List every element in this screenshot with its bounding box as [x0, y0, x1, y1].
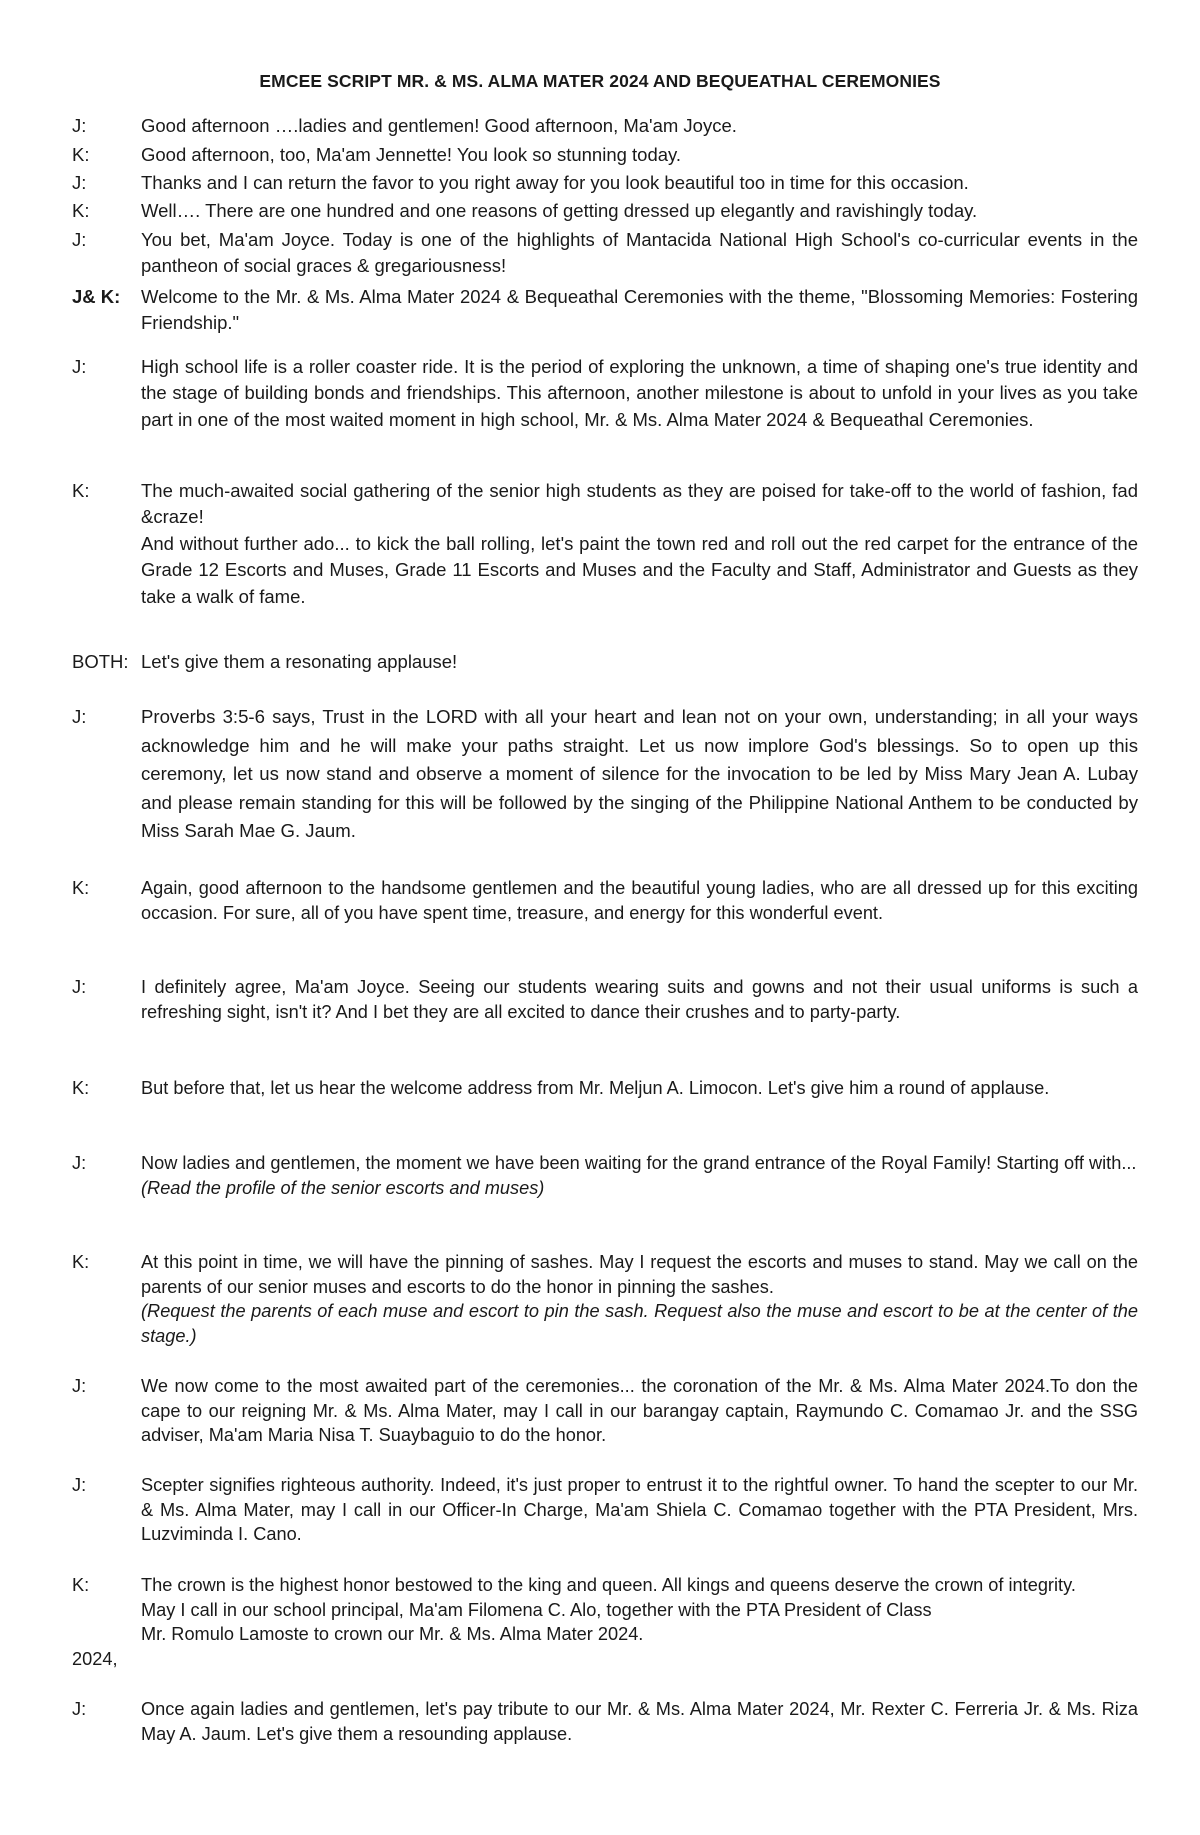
script-line: [72, 703, 1138, 846]
line-paragraph: At this point in time, we will have the pinning of sashes. May I request the escorts and muses to stand. May we call on the parents of our senior muses and escorts to do the honor in pinning the sashes.: [141, 1252, 1138, 1297]
script-line: [72, 170, 1138, 196]
line-text: High school life is a roller coaster ride. It is the period of exploring the unknown, a time of shaping one's true identity and the stage of building bonds and friendships. This afternoon, another milestone is about to unfold in your lives as you take part in one of the most waited moment in high school, Mr. & Ms. Alma Mater 2024 & Bequeathal Ceremonies.: [141, 356, 1138, 430]
speaker-label: J:: [72, 1376, 87, 1396]
line-paragraph: The much-awaited social gathering of the senior high students as they are poised for take-off to the world of fashion, fad &craze!: [141, 480, 1138, 528]
script-line: [72, 113, 1138, 139]
stage-direction: (Request the parents of each muse and escort to pin the sash. Request also the muse and escort to be at the center of the stage.): [141, 1301, 1138, 1346]
speaker-label: J& K:: [72, 286, 121, 307]
line-text: Good afternoon, too, Ma'am Jennette! You look so stunning today.: [141, 144, 682, 165]
speaker-label: J:: [72, 229, 87, 250]
script-line: [72, 1151, 1138, 1200]
speaker-label: J:: [72, 172, 87, 193]
speaker-label: J:: [72, 356, 87, 377]
speaker-label: K:: [72, 878, 90, 898]
speaker-label: J:: [72, 1699, 87, 1719]
script-line: [72, 1473, 1138, 1547]
speaker-label: K:: [72, 144, 90, 165]
line-text: Again, good afternoon to the handsome gentlemen and the beautiful young ladies, who are all dressed up for this exciting occasion. For sure, all of you have spent time, treasure, and energy for this wonderful event.: [141, 878, 1138, 923]
speaker-label: K:: [72, 1252, 90, 1272]
stage-direction: (Read the profile of the senior escorts and muses): [141, 1177, 545, 1198]
line-paragraph: Mr. Romulo Lamoste to crown our Mr. & Ms. Alma Mater 2024.: [141, 1624, 644, 1645]
speaker-label: BOTH:: [72, 651, 129, 672]
script-line: [72, 1697, 1138, 1746]
speaker-label: J:: [72, 1153, 87, 1173]
speaker-label: J:: [72, 1475, 87, 1495]
line-text: [141, 1250, 1138, 1348]
script-line: [72, 649, 1138, 675]
speaker-label: K:: [72, 1078, 90, 1098]
speaker-label: J:: [72, 977, 87, 997]
speaker-label: J:: [72, 115, 87, 136]
script-line: [72, 1076, 1138, 1101]
script-line: [72, 1374, 1138, 1448]
speaker-label: K:: [72, 1575, 90, 1595]
line-text: Proverbs 3:5-6 says, Trust in the LORD with all your heart and lean not on your own, understanding; in all your ways acknowledge him and he will make your paths straight. Let us now implore God's blessings. So to open up this ceremony, let us now stand and observe a moment of silence for the invocation to be led by Miss Mary Jean A. Lubay and please remain standing for this will be followed by the singing of the Philippine National Anthem to be conducted by Miss Sarah Mae G. Jaum.: [141, 706, 1138, 842]
line-paragraph: May I call in our school principal, Ma'am Filomena C. Alo, together with the PTA President of Class: [141, 1599, 932, 1620]
line-text: Well…. There are one hundred and one reasons of getting dressed up elegantly and ravishingly today.: [141, 200, 978, 221]
line-text: We now come to the most awaited part of the ceremonies... the coronation of the Mr. & Ms. Alma Mater 2024.To don the cape to our reigning Mr. & Ms. Alma Mater, may I call in our barangay captain, Raymundo C. Comamao Jr. and the SSG adviser, Ma'am Maria Nisa T. Suaybaguio to do the honor.: [141, 1376, 1138, 1446]
line-text: [141, 1151, 1138, 1200]
line-text: You bet, Ma'am Joyce. Today is one of the highlights of Mantacida National High School's co-curricular events in the pantheon of social graces & gregariousness!: [141, 229, 1138, 277]
line-text: Let's give them a resonating applause!: [141, 651, 458, 672]
script-line: [72, 354, 1138, 433]
document-title: EMCEE SCRIPT MR. & MS. ALMA MATER 2024 AND BEQUEATHAL CEREMONIES: [259, 71, 941, 91]
line-text: Welcome to the Mr. & Ms. Alma Mater 2024 & Bequeathal Ceremonies with the theme, "Blossoming Memories: Fostering Friendship.": [141, 286, 1138, 334]
script-line: [72, 876, 1138, 925]
line-text: [141, 1573, 1138, 1647]
line-text: [141, 478, 1138, 610]
line-text: Thanks and I can return the favor to you right away for you look beautiful too in time for this occasion.: [141, 172, 969, 193]
script-line: [72, 1250, 1138, 1348]
script-line: [72, 478, 1138, 610]
speaker-label: K:: [72, 200, 90, 221]
script-line: [72, 1573, 1138, 1669]
line-text: Scepter signifies righteous authority. Indeed, it's just proper to entrust it to the rightful owner. To hand the scepter to our Mr. & Ms. Alma Mater, may I call in our Officer-In Charge, Ma'am Shiela C. Comamao together with the PTA President, Mrs. Luzviminda I. Cano.: [141, 1475, 1138, 1545]
line-paragraph: Now ladies and gentlemen, the moment we have been waiting for the grand entrance of the Royal Family! Starting off with...: [141, 1153, 1137, 1173]
line-paragraph: And without further ado... to kick the ball rolling, let's paint the town red and roll out the red carpet for the entrance of the Grade 12 Escorts and Muses, Grade 11 Escorts and Muses and the Faculty and Staff, Administrator and Guests as they take a walk of fame.: [141, 532, 1138, 607]
script-line: [72, 227, 1138, 280]
script-line: [72, 198, 1138, 224]
line-paragraph: The crown is the highest honor bestowed to the king and queen. All kings and queens deserve the crown of integrity.: [141, 1575, 1076, 1595]
speaker-label: K:: [72, 480, 90, 501]
script-line: [72, 142, 1138, 168]
line-text: But before that, let us hear the welcome address from Mr. Meljun A. Limocon. Let's give him a round of applause.: [141, 1078, 1050, 1098]
script-line: [72, 975, 1138, 1024]
script-line: [72, 284, 1138, 337]
line-text: Good afternoon ….ladies and gentlemen! Good afternoon, Ma'am Joyce.: [141, 115, 737, 136]
line-text: I definitely agree, Ma'am Joyce. Seeing our students wearing suits and gowns and not their usual uniforms is such a refreshing sight, isn't it? And I bet they are all excited to dance their crushes and to party-party.: [141, 977, 1138, 1022]
continued-year-label: 2024,: [72, 1648, 118, 1669]
speaker-label: J:: [72, 706, 87, 727]
line-text: Once again ladies and gentlemen, let's pay tribute to our Mr. & Ms. Alma Mater 2024, Mr. Rexter C. Ferreria Jr. & Ms. Riza May A. Jaum. Let's give them a resounding applause.: [141, 1699, 1138, 1744]
